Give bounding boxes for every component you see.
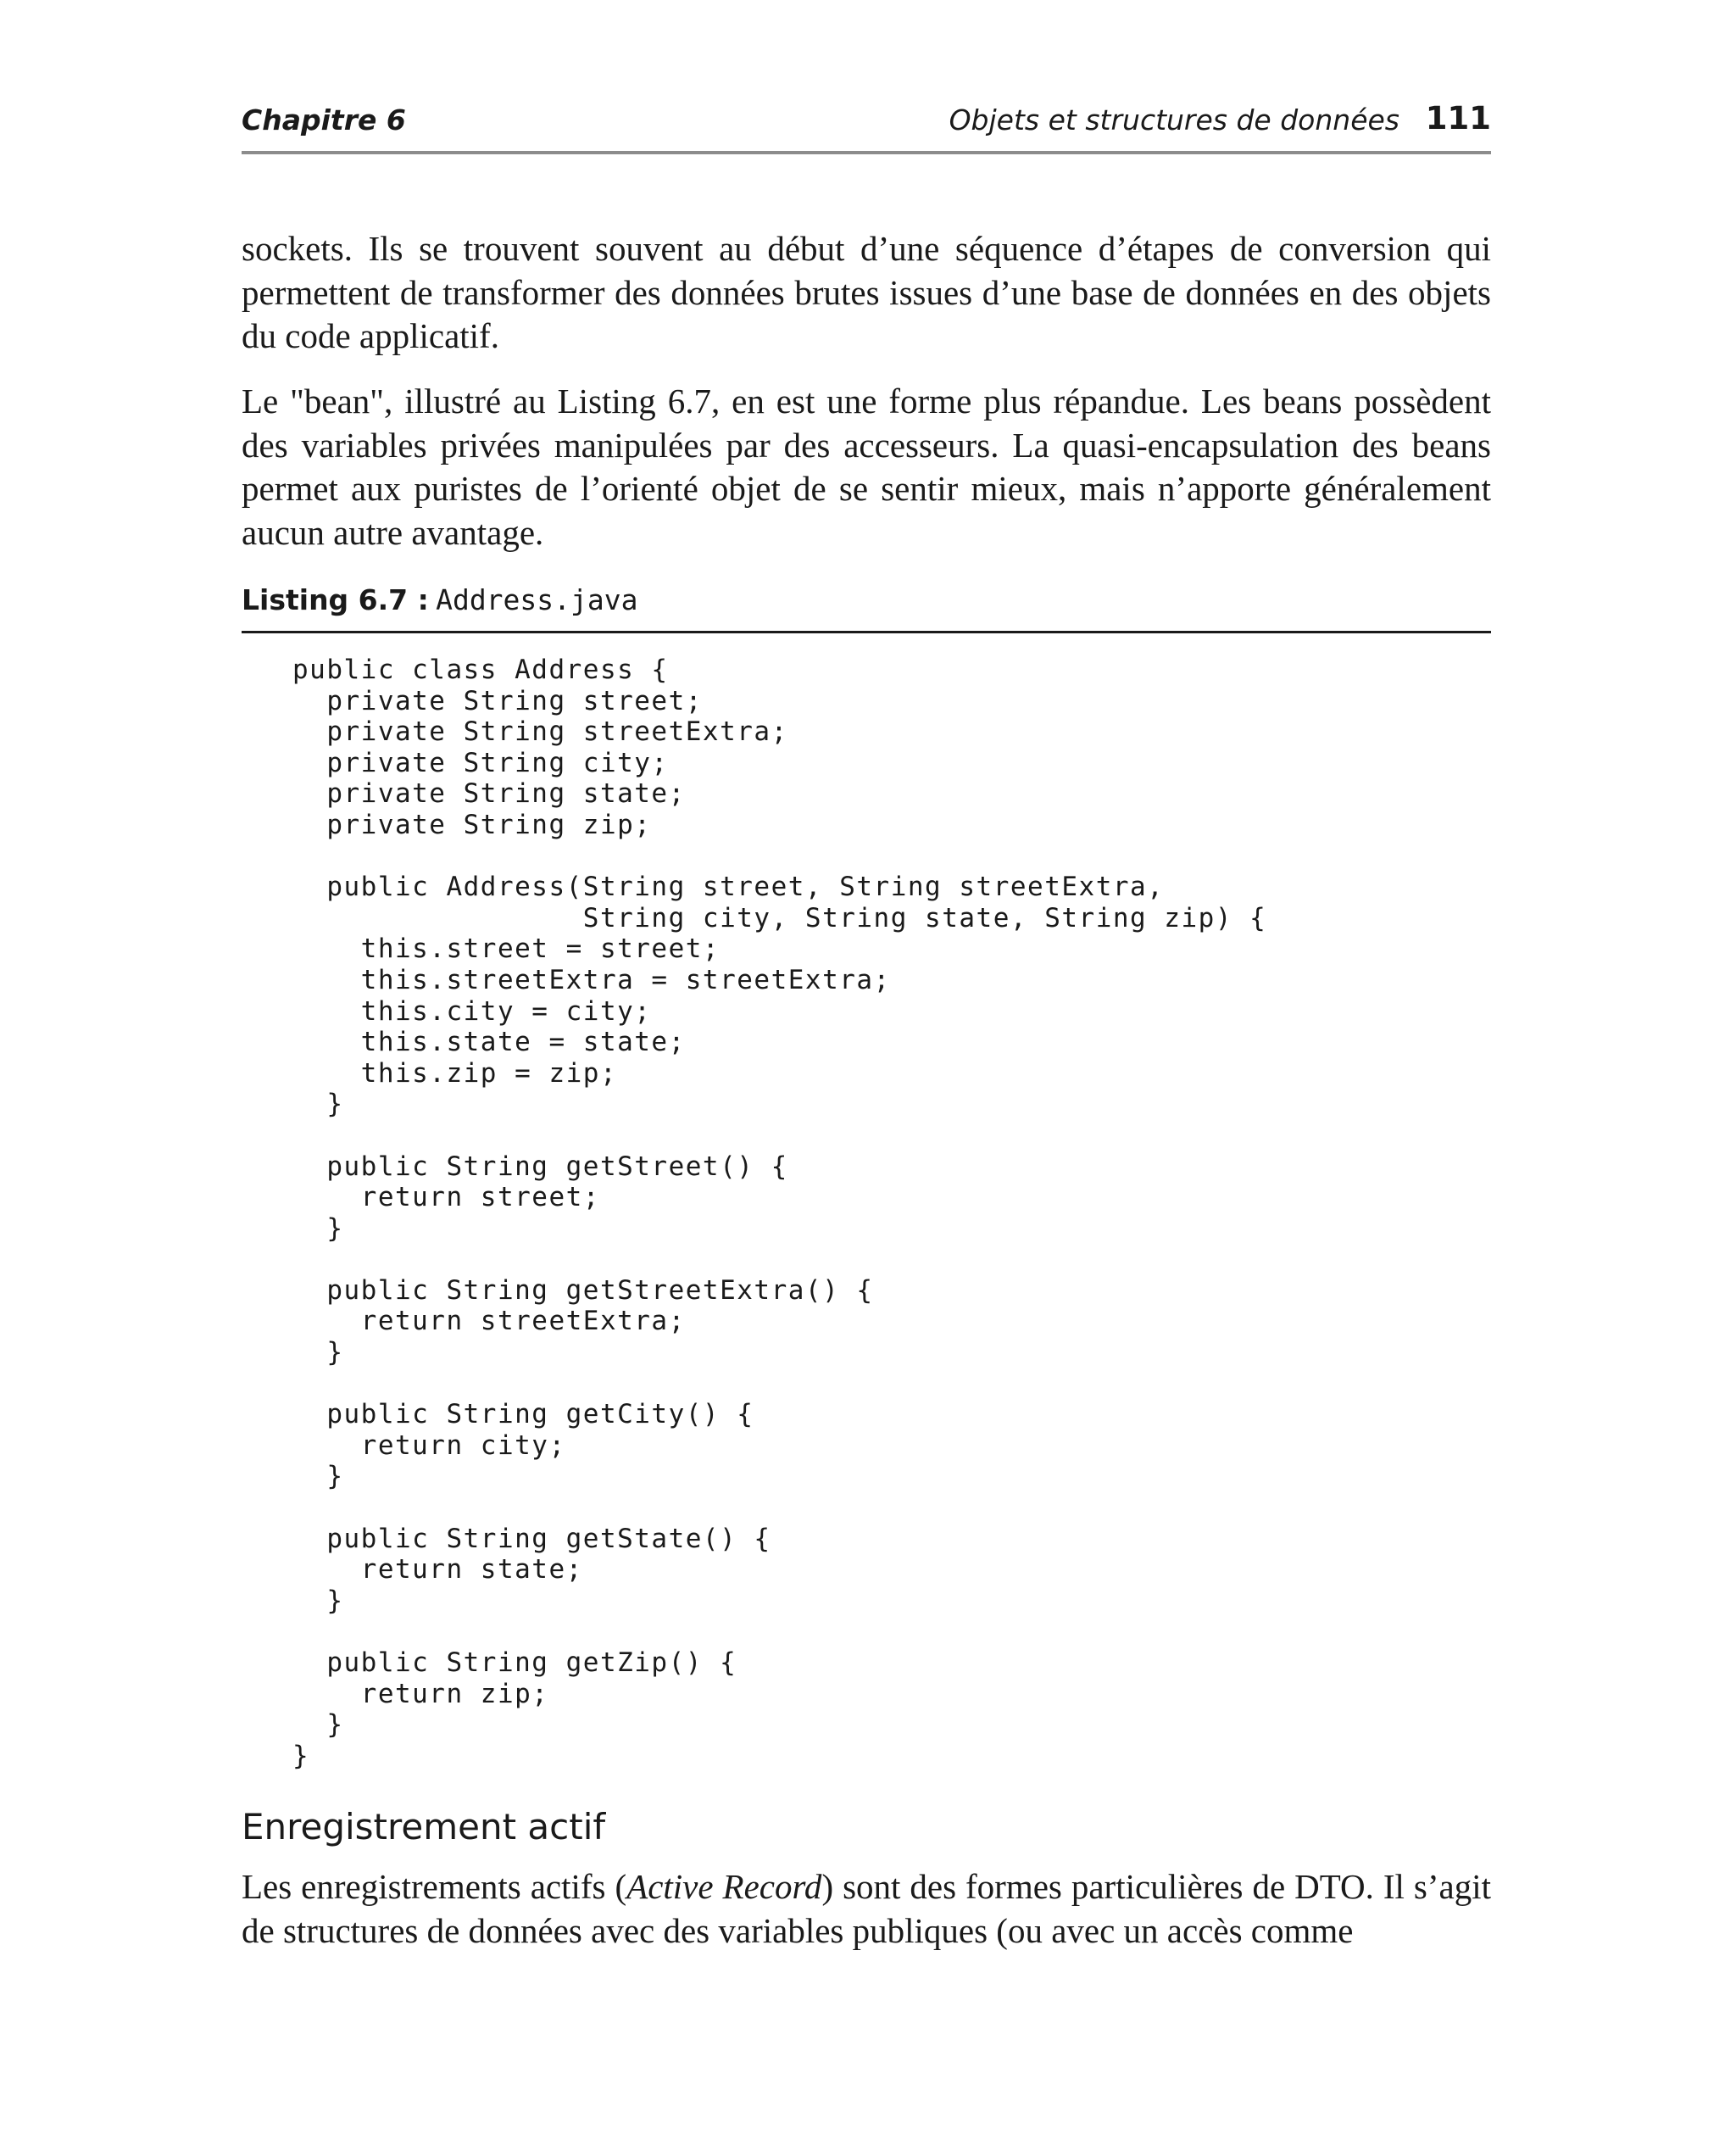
listing-caption: [242, 583, 1491, 633]
section-title: Objets et structures de données: [949, 103, 1399, 137]
running-header: [242, 100, 1491, 154]
page-number: 111: [1425, 100, 1491, 137]
code-listing: public class Address { private String street; private String streetExtra; private String city; private String state; private String zip; public Address(String street, String streetExtra, String city, String state, String zip) { this.street = street; this.streetExtra = streetExtra; this.city = city; this.state = state; this.zip = zip; } public String getStreet() { return street; } public String getStreetExtra() { return streetExtra; } public String getCity() { return city; } public String getState() { return state; } public String getZip() { return zip; } }: [292, 655, 1267, 1771]
paragraph-active-record: [242, 1865, 1491, 1953]
section-heading: Enregistrement actif: [242, 1806, 606, 1847]
paragraph-text-start: Les enregistrements actifs (: [242, 1867, 627, 1906]
paragraph-intro: sockets. Ils se trouvent souvent au début d’une séquence d’étapes de conversion qui permettent de transformer des données brutes issues d’une base de données en des objets du code applicatif.: [242, 229, 1491, 355]
listing-label: Listing 6.7 :: [242, 583, 429, 616]
listing-filename: Address.java: [436, 583, 638, 616]
paragraph-bean: Le "bean", illustré au Listing 6.7, en est une forme plus répandue. Les beans possèdent des variables privées manipulées par des accesseurs. La quasi-encapsulation des beans permet aux puristes de l’orienté objet de se sentir mieux, mais n’apporte généralement aucun autre avantage.: [242, 382, 1491, 552]
emphasis-term: Active Record: [626, 1867, 822, 1906]
chapter-label: Chapitre 6: [242, 103, 406, 137]
paragraph-text-end: ) sont des formes particulières de DTO. Il s’agit de structures de données avec des variables publiques (ou avec un accès comme: [242, 1867, 1491, 1950]
